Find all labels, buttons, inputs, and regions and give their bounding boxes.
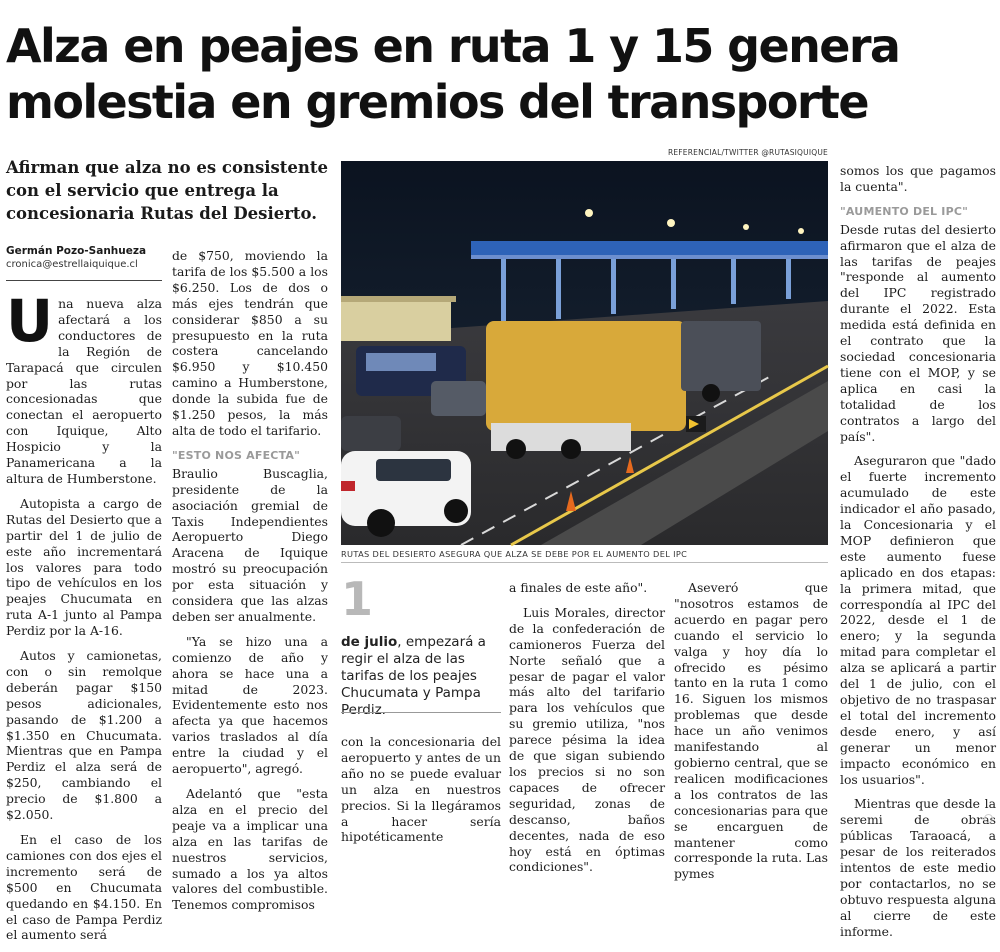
photo-credit: REFERENCIAL/TWITTER @RUTASIQUIQUE bbox=[667, 148, 828, 157]
subhead-aumento-del-ipc: "AUMENTO DEL IPC" bbox=[840, 204, 969, 218]
subhead-esto-nos-afecta: "ESTO NOS AFECTA" bbox=[172, 448, 301, 462]
paragraph: a finales de este año". bbox=[509, 580, 648, 595]
page-corner-mark-icon bbox=[984, 814, 993, 823]
paragraph: Autopista a cargo de Rutas del Desierto que a partir del 1 de julio de este año incrementará los valores para todo tipo de vehículos en los peajes Chucumata en ruta A-1 junto al Pampa Perdiz por la A-16. bbox=[6, 495, 162, 639]
factbox-highlight: de julio bbox=[341, 634, 398, 650]
photo-caption: RUTAS DEL DESIERTO ASEGURA QUE ALZA SE DEBE POR EL AUMENTO DEL IPC bbox=[341, 549, 688, 559]
paragraph: Aseveró que "nosotros estamos de acuerdo en pagar pero cuando el servicio lo valga y hoy día lo ofrecido es pésimo tanto en la ruta 1 como 16. Siguen los mismos problemas que desde hace un año venimos manifestando al gobierno central, que se realicen modificaciones a los contratos de las concesionarias para que se encarguen de mantener como corresponde la ruta. Las pymes bbox=[674, 580, 828, 882]
paragraph: Adelantó que "esta alza en el precio del peaje va a implicar una alza en las tarifas de nuestros servicios, sumado a los ya altos valores del combustible. Tenemos compromisos bbox=[172, 786, 328, 913]
toll-plaza-illustration bbox=[341, 161, 828, 545]
headline-line-2: molestia en gremios del transporte bbox=[6, 75, 868, 129]
author-email[interactable]: cronica@estrellaiquique.cl bbox=[6, 259, 138, 270]
article-column-6 bbox=[840, 163, 996, 949]
headline bbox=[6, 18, 996, 130]
byline-divider bbox=[6, 280, 162, 281]
paragraph: de $750, moviendo la tarifa de los $5.500 a los $6.250. Los de dos o más ejes tendrán que considerar $850 a su presupuesto en la ruta costera cancelando $6.950 y $10.450 camino a Humberstone, donde la subida fue de $1.250 pesos, la más alta de todo el tarifario. bbox=[172, 248, 328, 438]
paragraph: En el caso de los camiones con dos ejes el incremento será de $500 en Chucumata quedando en $4.150. En el caso de Pampa Perdiz el aumento será bbox=[6, 832, 162, 943]
paragraph: Desde rutas del desierto afirmaron que el alza de las tarifas de peajes "responde al aumento del IPC registrado durante el 2022. Esta medida está definida en el contrato que la sociedad concesionaria tiene con el MOP, y se aplica en casi la totalidad de los contratos a largo del país". bbox=[840, 221, 996, 444]
toll-plaza-photo bbox=[341, 161, 828, 545]
factbox bbox=[341, 572, 501, 719]
article-column-4 bbox=[509, 580, 665, 884]
paragraph: Autos y camionetas, con o sin remolque deberán pagar $150 pesos adicionales, pasando de $1.200 a $1.350 en Chucumata. Mientras que en Pampa Perdiz el alza será de $250, cambiando el precio de $1.800 a $2.050. bbox=[6, 648, 162, 823]
paragraph: con la concesionaria del aeropuerto y antes de un año no se puede evaluar un alza en nuestros precios. Si la llegáramos a hacer sería hipotéticamente bbox=[341, 734, 501, 845]
factbox-divider bbox=[341, 712, 501, 713]
byline bbox=[6, 245, 166, 270]
factbox-text: de julio, empezará a regir el alza de las tarifas de los peajes Chucumata y Pampa Perdiz. bbox=[341, 634, 486, 718]
paragraph: Mientras que desde la seremi de obras públicas Taraoacá, a pesar de los reiterados intentos de este medio por contactarlos, no se obtuvo respuesta alguna al cierre de este informe. bbox=[840, 796, 996, 939]
drop-cap: U bbox=[6, 287, 54, 355]
paragraph: Una nueva alza afectará a los conductores de la Región de Tarapacá que circulen por las rutas concesionadas que conectan el aeropuerto con Iquique, Alto Hospicio y la Panamericana a la altura de Humberstone. bbox=[6, 287, 162, 486]
paragraph: somos los que pagamos la cuenta". bbox=[840, 163, 996, 194]
factbox-number: 1 bbox=[341, 572, 374, 626]
paragraph: Luis Morales, director de la confederación de camioneros Fuerza del Norte señaló que a pesar de pagar el valor más alto del tarifario para los vehículos que su gremio utiliza, "nos parece pésima la idea de que sigan subiendo los precios si no son capaces de ofrecer seguridad, zonas de descanso, baños decentes, nada de eso hoy está en óptimas condiciones". bbox=[509, 604, 665, 875]
caption-divider bbox=[341, 562, 828, 563]
paragraph: Braulio Buscaglia, presidente de la asociación gremial de Taxis Independientes Aeropuerto Diego Aracena de Iquique mostró su preocupación por esta situación y considera que las alzas deben ser anualmente. bbox=[172, 465, 328, 624]
article-column-2 bbox=[172, 248, 328, 922]
paragraph: Aseguraron que "dado el fuerte incremento acumulado de este indicador el año pasado, la Concesionaria y el MOP definieron que este aumento fuese aplicado en dos etapas: la primera mitad, que correspondía al IPC del 2022, desde el 1 de enero; y la segunda mitad para completar el alza se aplicará a partir del 1 de julio, con el objetivo de no traspasar el total del incremento desde enero, y así generar un menor impacto económico en los usuarios". bbox=[840, 453, 996, 787]
article-column-3 bbox=[341, 734, 501, 854]
article-column-1 bbox=[6, 287, 162, 952]
article-column-5 bbox=[674, 580, 828, 891]
author-name: Germán Pozo-Sanhueza bbox=[6, 245, 147, 257]
headline-line-1: Alza en peajes en ruta 1 y 15 genera bbox=[6, 19, 900, 73]
paragraph: "Ya se hizo una a comienzo de año y ahora se hace una a mitad de 2023. Evidentemente esto nos afecta ya que hacemos varios traslados al día entre la ciudad y el aeropuerto", agregó. bbox=[172, 633, 328, 777]
lede: Afirman que alza no es consistente con el servicio que entrega la concesionaria Rutas del Desierto. bbox=[6, 158, 329, 223]
